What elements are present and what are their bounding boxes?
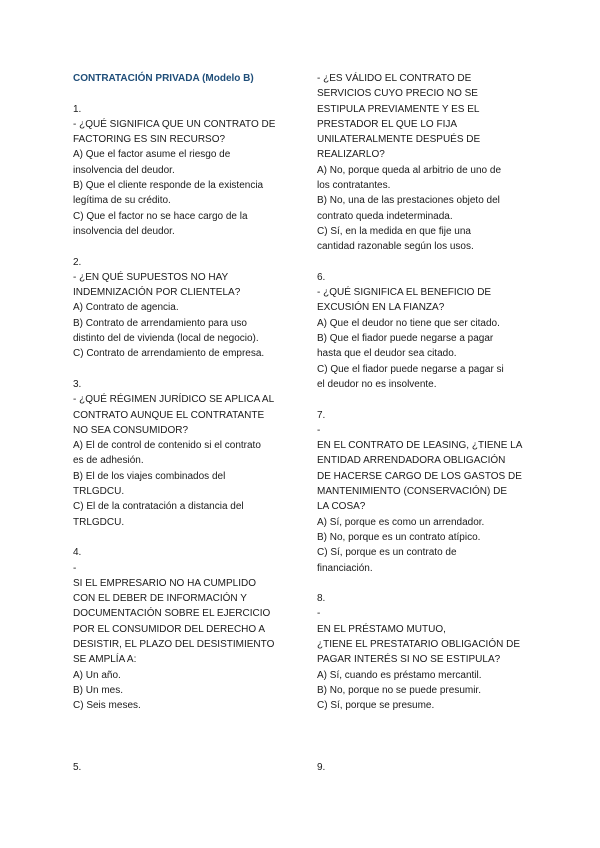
question-line: DE HACERSE CARGO DE LOS GASTOS DE <box>317 470 522 482</box>
question-line: - ¿QUÉ SIGNIFICA QUE UN CONTRATO DE <box>73 118 276 130</box>
answer-line: C) Sí, en la medida en que fije una <box>317 225 471 237</box>
question-line: - ¿EN QUÉ SUPUESTOS NO HAY <box>73 271 229 283</box>
question-5-continued <box>317 71 532 255</box>
answer-line: hasta que el deudor sea citado. <box>317 348 457 360</box>
question-line: MANTENIMIENTO (CONSERVACIÓN) DE <box>317 486 508 498</box>
question-dash: - <box>317 424 321 436</box>
question-number-5: 5. <box>73 762 82 773</box>
answer-line: TRLGDCU. <box>73 486 125 498</box>
question-number: 1. <box>73 103 82 115</box>
question-line: EXCUSIÓN EN LA FIANZA? <box>317 302 445 314</box>
answer-line: B) No, una de las prestaciones objeto del <box>317 195 500 207</box>
question-1 <box>73 102 288 240</box>
question-line: INDEMNIZACIÓN POR CLIENTELA? <box>73 287 241 299</box>
question-3 <box>73 377 288 530</box>
question-line: POR EL CONSUMIDOR DEL DERECHO A <box>73 623 266 635</box>
answer-line: B) No, porque es un contrato atípico. <box>317 531 481 543</box>
page-title: CONTRATACIÓN PRIVADA (Modelo B) <box>73 73 254 84</box>
question-line: ¿TIENE EL PRESTATARIO OBLIGACIÓN DE <box>317 638 520 650</box>
answer-line: B) No, porque no se puede presumir. <box>317 684 481 696</box>
answer-line: A) Contrato de agencia. <box>73 302 179 314</box>
question-line: LA COSA? <box>317 501 366 513</box>
question-6 <box>317 270 532 392</box>
answer-line: A) Sí, porque es como un arrendador. <box>317 516 485 528</box>
question-8 <box>317 591 532 713</box>
answer-line: A) Que el deudor no tiene que ser citado. <box>317 317 500 329</box>
question-line: EN EL CONTRATO DE LEASING, ¿TIENE LA <box>317 440 523 452</box>
question-line: PAGAR INTERÉS SI NO SE ESTIPULA? <box>317 654 501 666</box>
question-line: DOCUMENTACIÓN SOBRE EL EJERCICIO <box>73 608 271 620</box>
question-4 <box>73 545 288 713</box>
answer-line: B) Que el fiador puede negarse a pagar <box>317 333 494 345</box>
answer-line: A) Que el factor asume el riesgo de <box>73 149 231 161</box>
answer-line: insolvencia del deudor. <box>73 225 175 237</box>
answer-line: A) El de control de contenido si el contrato <box>73 440 261 452</box>
answer-line: el deudor no es insolvente. <box>317 378 437 390</box>
question-line: REALIZARLO? <box>317 149 385 161</box>
answer-line: A) Un año. <box>73 669 121 681</box>
answer-line: distinto del de vivienda (local de negocio). <box>73 333 259 345</box>
question-line: CONTRATO AUNQUE EL CONTRATANTE <box>73 409 265 421</box>
question-line: ESTIPULA PREVIAMENTE Y ES EL <box>317 103 480 115</box>
answer-line: B) Que el cliente responde de la existencia <box>73 180 264 192</box>
answer-line: es de adhesión. <box>73 455 144 467</box>
question-number: 3. <box>73 378 82 390</box>
question-line: SERVICIOS CUYO PRECIO NO SE <box>317 88 478 100</box>
question-number: 2. <box>73 256 82 268</box>
question-line: - ¿QUÉ RÉGIMEN JURÍDICO SE APLICA AL <box>73 394 275 406</box>
answer-line: C) Sí, porque se presume. <box>317 700 435 712</box>
question-line: PRESTADOR EL QUE LO FIJA <box>317 118 458 130</box>
answer-line: C) Contrato de arrendamiento de empresa. <box>73 348 265 360</box>
question-2 <box>73 255 288 362</box>
question-line: CON EL DEBER DE INFORMACIÓN Y <box>73 593 247 605</box>
answer-line: contrato queda indeterminada. <box>317 210 453 222</box>
question-dash: - <box>73 562 77 574</box>
question-line: - ¿QUÉ SIGNIFICA EL BENEFICIO DE <box>317 287 492 299</box>
answer-line: C) Seis meses. <box>73 700 141 712</box>
question-line: SE AMPLÍA A: <box>73 654 137 666</box>
answer-line: B) El de los viajes combinados del <box>73 470 226 482</box>
answer-line: A) Sí, cuando es préstamo mercantil. <box>317 669 482 681</box>
question-line: FACTORING ES SIN RECURSO? <box>73 134 226 146</box>
question-line: UNILATERALMENTE DESPUÉS DE <box>317 134 481 146</box>
question-line: ENTIDAD ARRENDADORA OBLIGACIÓN <box>317 455 506 467</box>
question-line: NO SEA CONSUMIDOR? <box>73 424 189 436</box>
answer-line: C) Que el fiador puede negarse a pagar si <box>317 363 504 375</box>
answer-line: TRLGDCU. <box>73 516 125 528</box>
answer-line: B) Contrato de arrendamiento para uso <box>73 317 247 329</box>
answer-line: cantidad razonable según los usos. <box>317 241 474 253</box>
answer-line: C) Que el factor no se hace cargo de la <box>73 210 248 222</box>
question-number: 7. <box>317 409 326 421</box>
answer-line: legítima de su crédito. <box>73 195 171 207</box>
answer-line: B) Un mes. <box>73 684 124 696</box>
right-column <box>317 71 532 713</box>
question-dash: - <box>317 608 321 620</box>
question-line: SI EL EMPRESARIO NO HA CUMPLIDO <box>73 577 257 589</box>
question-line: - ¿ES VÁLIDO EL CONTRATO DE <box>317 73 472 84</box>
question-number: 6. <box>317 271 326 283</box>
answer-line: A) No, porque queda al arbitrio de uno de <box>317 164 502 176</box>
question-number: 4. <box>73 547 82 559</box>
question-line: EN EL PRÉSTAMO MUTUO, <box>317 623 446 635</box>
answer-line: insolvencia del deudor. <box>73 164 175 176</box>
question-number: 8. <box>317 593 326 605</box>
question-7 <box>317 408 532 576</box>
answer-line: financiación. <box>317 562 373 574</box>
answer-line: C) El de la contratación a distancia del <box>73 501 244 513</box>
left-column <box>73 71 288 713</box>
question-number-9: 9. <box>317 762 326 773</box>
answer-line: C) Sí, porque es un contrato de <box>317 547 457 559</box>
answer-line: los contratantes. <box>317 180 391 192</box>
question-line: DESISTIR, EL PLAZO DEL DESISTIMIENTO <box>73 638 275 650</box>
